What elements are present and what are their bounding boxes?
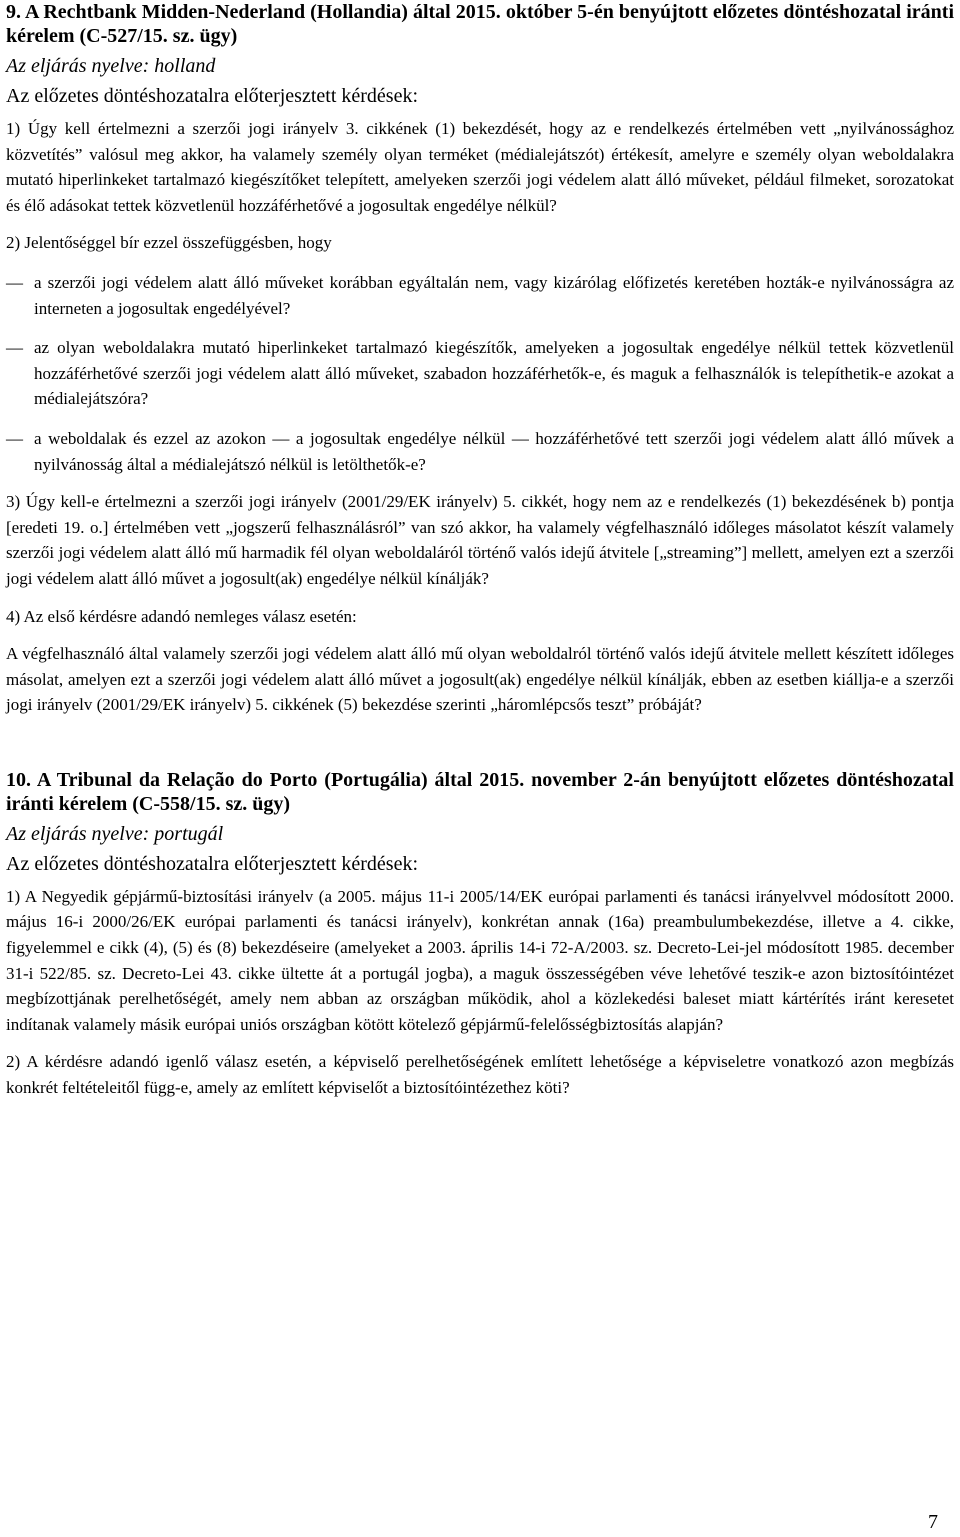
dash-symbol: —	[6, 272, 23, 292]
document-page	[6, 0, 954, 1101]
case9-title: 9. A Rechtbank Midden-Nederland (Hollandia) által 2015. október 5-én benyújtott előzetes döntéshozatal iránti kérelem (C-527/15. sz. ügy)	[6, 1, 954, 47]
case10-title: 10. A Tribunal da Relação do Porto (Portugália) által 2015. november 2-án benyújtott előzetes döntéshozatal iránti kérelem (C-558/15. sz. ügy)	[6, 768, 954, 815]
case9-question-4-body: A végfelhasználó által valamely szerzői jogi védelem alatt álló mű olyan weboldalról történő valós idejű átvitele mellett készített időleges másolat, amelyen ezt a szerzői jogi védelem alatt álló művet a jogosult(ak) engedélye nélkül kínálják, ebben az esetben kiállja-e a szerzői jogi irányelv (2001/29/EK irányelv) 5. cikkének (5) bekezdése szerinti „háromlépcsős teszt” próbáját?	[6, 644, 954, 715]
case9-question-2-intro: 2) Jelentőséggel bír ezzel összefüggésben, hogy	[6, 233, 332, 253]
case10-questions-heading: Az előzetes döntéshozatalra előterjesztett kérdések:	[6, 852, 419, 875]
case9-question-2-item-text: a weboldalak és ezzel az azokon — a jogosultak engedélye nélkül — hozzáférhetővé tett szerzői jogi védelem alatt álló művek a nyilvánosság által a médialejátszó nélkül is letölthetők-e?	[34, 428, 954, 474]
case10-language: Az eljárás nyelve: portugál	[6, 822, 224, 845]
case9-language: Az eljárás nyelve: holland	[6, 55, 216, 77]
case9-question-2-item	[6, 270, 954, 321]
case9-question-2-item-text: a szerzői jogi védelem alatt álló műveket korábban egyáltalán nem, vagy kizárólag előfizetés keretében hozták-e nyilvánosságra az interneten a jogosultak engedélyével?	[34, 272, 954, 318]
page-number: 7	[928, 1511, 938, 1533]
case9-questions-heading: Az előzetes döntéshozatalra előterjesztett kérdések:	[6, 85, 419, 107]
case9-question-2-item	[6, 426, 954, 477]
dash-symbol: —	[6, 428, 23, 448]
case9-question-2-item	[6, 335, 954, 412]
case10-question-2: 2) A kérdésre adandó igenlő válasz esetén, a képviselő perelhetőségének említett lehetősége a képviseletre vonatkozó azon megbízás konkrét feltételeitől függ-e, amely az említett képviselőt a biztosítóintézethez köti?	[6, 1052, 954, 1098]
case9-question-2-item-text: az olyan weboldalakra mutató hiperlinkeket tartalmazó kiegészítők, amelyeken a jogosultak engedélye nélkül tettek közvetlenül hozzáférhetővé szerzői jogi védelem alatt álló műveket, szabadon hozzáférhetők-e, és maguk a felhasználók is telepíthetik-e azokat a médialejátszóra?	[34, 338, 954, 409]
case9-question-3: 3) Úgy kell-e értelmezni a szerzői jogi irányelv (2001/29/EK irányelv) 5. cikkét, hogy nem az e rendelkezés (1) bekezdésének b) pontja [eredeti 19. o.] értelmében vett „jogszerű felhasználásról” van szó akkor, ha valamely végfelhasználó időleges másolatot készít valamely szerzői jogi védelem alatt álló mű harmadik fél olyan weboldaláról történő valós idejű átvitele [„streaming”] mellett, amelyen ezt a szerzői jogi védelem alatt álló művet a jogosult(ak) engedélye nélkül kínálják?	[6, 492, 954, 588]
case10-question-1: 1) A Negyedik gépjármű-biztosítási irányelv (a 2005. május 11-i 2005/14/EK európai parlamenti és tanácsi irányelvvel módosított 2000. május 16-i 2000/26/EK európai parlamenti és tanácsi irányelv), konkrétan annak (16a) preambulumbekezdése, illetve a 4. cikke, figyelemmel e cikk (4), (5) és (8) bekezdéseire (amelyeket a 2003. április 14-i 72-A/2003. sz. Decreto-Lei-jel módosított 1985. december 31-i 522/85. sz. Decreto-Lei 43. cikke ültette át a portugál jogba), a maguk összességében véve lehetővé teszik-e azon biztosítóintézet megbízottjának perelhetőségét, amely nem abban az országban működik, ahol a közlekedési baleset miatt kártérítés iránt keresetet indítanak valamely másik európai uniós országban kötött kötelező gépjármű-felelősségbiztosítás alapján?	[6, 886, 954, 1034]
case9-question-1: 1) Úgy kell értelmezni a szerzői jogi irányelv 3. cikkének (1) bekezdését, hogy az e rendelkezés értelmében vett „nyilvánossághoz közvetítés” valósul meg akkor, ha valamely személy olyan terméket (médialejátszót) értékesít, amelyre e személy olyan weboldalakra mutató hiperlinkeket tartalmazó kiegészítőket telepített, amelyeken szerzői jogi védelem alatt álló műveket, például filmeket, sorozatokat és élő adásokat tettek közvetlenül hozzáférhetővé a jogosultak engedélye nélkül?	[6, 119, 954, 215]
case9-question-4-intro: 4) Az első kérdésre adandó nemleges válasz esetén:	[6, 606, 357, 626]
dash-symbol: —	[6, 338, 23, 358]
